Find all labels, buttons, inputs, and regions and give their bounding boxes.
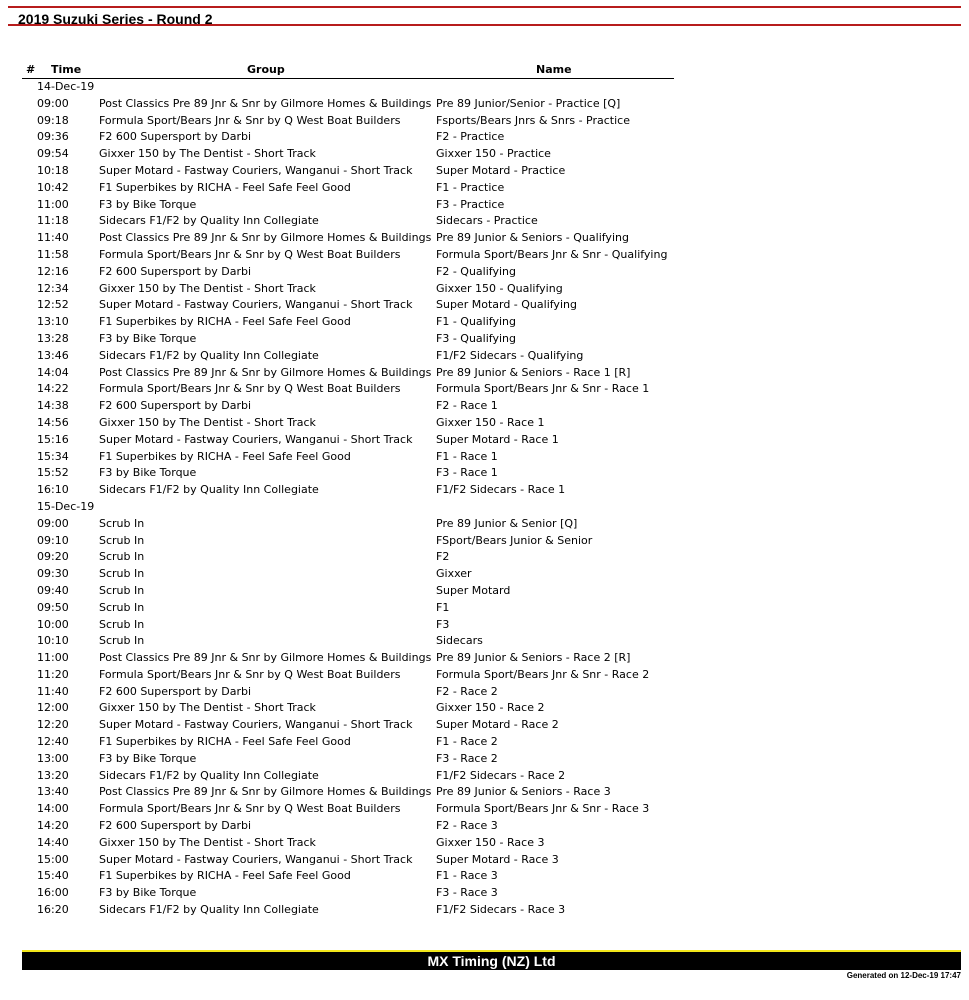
cell-group: Post Classics Pre 89 Jnr & Snr by Gilmore Homes & Buildings (99, 365, 432, 379)
cell-group: Super Motard - Fastway Couriers, Wanganui - Short Track (99, 852, 413, 866)
cell-group: Scrub In (99, 600, 145, 614)
cell-name: F1/F2 Sidecars - Qualifying (436, 348, 584, 362)
cell-name: F1/F2 Sidecars - Race 3 (436, 903, 566, 917)
table-row (22, 633, 674, 650)
cell-group: Super Motard - Fastway Couriers, Wanganui - Short Track (99, 163, 413, 177)
cell-group: F2 600 Supersport by Darbi (99, 684, 252, 698)
cell-group: Sidecars F1/F2 by Quality Inn Collegiate (99, 903, 319, 917)
table-row (22, 818, 674, 835)
cell-time: 12:52 (37, 298, 69, 312)
cell-name: FSport/Bears Junior & Senior (436, 533, 593, 547)
table-row (22, 566, 674, 583)
cell-time: 15:52 (37, 466, 69, 480)
table-row (22, 213, 674, 230)
table-row (22, 868, 674, 885)
cell-name: Formula Sport/Bears Jnr & Snr - Race 3 (436, 802, 650, 816)
cell-time: 14:00 (37, 802, 69, 816)
cell-name: Sidecars - Practice (436, 214, 538, 228)
cell-name: Gixxer 150 - Race 2 (436, 701, 545, 715)
cell-group: Sidecars F1/F2 by Quality Inn Collegiate (99, 768, 319, 782)
table-row (22, 314, 674, 331)
cell-time: 16:20 (37, 903, 69, 917)
footer-bar (22, 952, 961, 970)
cell-name: Super Motard - Race 2 (436, 718, 559, 732)
header-num: # (26, 63, 36, 76)
cell-group: Formula Sport/Bears Jnr & Snr by Q West Boat Builders (99, 247, 401, 261)
table-row (22, 516, 674, 533)
page-title: 2019 Suzuki Series - Round 2 (18, 11, 213, 27)
table-row (22, 465, 674, 482)
table-row (22, 281, 674, 298)
table-row (22, 751, 674, 768)
table-row (22, 297, 674, 314)
cell-group: F1 Superbikes by RICHA - Feel Safe Feel Good (99, 180, 351, 194)
cell-name: Pre 89 Junior/Senior - Practice [Q] (436, 96, 621, 110)
table-row (22, 365, 674, 382)
cell-time: 12:00 (37, 701, 69, 715)
header-group: Group (247, 63, 285, 76)
cell-time: 16:00 (37, 886, 69, 900)
cell-time: 16:10 (37, 483, 69, 497)
cell-time: 14:22 (37, 382, 69, 396)
cell-group: Scrub In (99, 533, 145, 547)
cell-time: 09:50 (37, 600, 69, 614)
cell-time: 12:16 (37, 264, 69, 278)
cell-name: Pre 89 Junior & Seniors - Qualifying (436, 231, 629, 245)
footer-company: MX Timing (NZ) Ltd (427, 953, 556, 969)
cell-group: Scrub In (99, 516, 145, 530)
cell-time: 11:18 (37, 214, 69, 228)
table-row (22, 667, 674, 684)
cell-time: 10:00 (37, 617, 69, 631)
cell-group: Post Classics Pre 89 Jnr & Snr by Gilmore Homes & Buildings (99, 785, 432, 799)
cell-name: F3 - Practice (436, 197, 505, 211)
cell-group: Post Classics Pre 89 Jnr & Snr by Gilmore Homes & Buildings (99, 231, 432, 245)
cell-time: 10:10 (37, 634, 69, 648)
cell-time: 12:40 (37, 735, 69, 749)
cell-time: 15:34 (37, 449, 69, 463)
cell-group: Gixxer 150 by The Dentist - Short Track (99, 835, 316, 849)
cell-time: 11:20 (37, 667, 69, 681)
cell-time: 09:30 (37, 567, 69, 581)
cell-name: F1 - Practice (436, 180, 505, 194)
schedule-rows (22, 79, 674, 919)
table-row (22, 533, 674, 550)
cell-group: F2 600 Supersport by Darbi (99, 819, 252, 833)
table-row (22, 768, 674, 785)
date-row (22, 499, 674, 516)
cell-time: 09:10 (37, 533, 69, 547)
cell-time: 09:36 (37, 130, 69, 144)
cell-name: Super Motard - Race 1 (436, 432, 559, 446)
cell-group: F2 600 Supersport by Darbi (99, 264, 252, 278)
cell-group: F3 by Bike Torque (99, 331, 197, 345)
cell-name: F2 (436, 550, 450, 564)
cell-name: Super Motard - Qualifying (436, 298, 577, 312)
table-row (22, 650, 674, 667)
cell-time: 09:18 (37, 113, 69, 127)
cell-name: Super Motard - Race 3 (436, 852, 559, 866)
cell-time: 15:00 (37, 852, 69, 866)
date-label: 15-Dec-19 (37, 499, 95, 513)
cell-name: Pre 89 Junior & Seniors - Race 3 (436, 785, 611, 799)
cell-group: F3 by Bike Torque (99, 466, 197, 480)
cell-group: Gixxer 150 by The Dentist - Short Track (99, 701, 316, 715)
cell-time: 11:58 (37, 247, 69, 261)
cell-time: 15:16 (37, 432, 69, 446)
table-header (22, 62, 674, 79)
cell-time: 13:20 (37, 768, 69, 782)
cell-name: Gixxer 150 - Race 1 (436, 415, 545, 429)
table-row (22, 449, 674, 466)
cell-name: Pre 89 Junior & Seniors - Race 2 [R] (436, 651, 631, 665)
cell-time: 15:40 (37, 869, 69, 883)
cell-group: Super Motard - Fastway Couriers, Wanganui - Short Track (99, 432, 413, 446)
cell-group: Scrub In (99, 567, 145, 581)
cell-group: Super Motard - Fastway Couriers, Wanganui - Short Track (99, 298, 413, 312)
cell-group: Scrub In (99, 617, 145, 631)
table-row (22, 852, 674, 869)
cell-name: F3 - Race 2 (436, 751, 498, 765)
table-row (22, 146, 674, 163)
cell-time: 09:54 (37, 147, 69, 161)
cell-name: F1/F2 Sidecars - Race 1 (436, 483, 566, 497)
table-row (22, 885, 674, 902)
cell-name: F3 - Race 3 (436, 886, 498, 900)
cell-name: Pre 89 Junior & Senior [Q] (436, 516, 578, 530)
cell-time: 14:38 (37, 399, 69, 413)
cell-name: Super Motard - Practice (436, 163, 566, 177)
cell-name: F3 - Race 1 (436, 466, 498, 480)
table-row (22, 700, 674, 717)
cell-time: 14:40 (37, 835, 69, 849)
cell-group: Scrub In (99, 634, 145, 648)
cell-name: F3 (436, 617, 450, 631)
cell-name: F1 - Race 2 (436, 735, 498, 749)
cell-time: 10:18 (37, 163, 69, 177)
table-row (22, 432, 674, 449)
cell-name: F1 - Qualifying (436, 315, 516, 329)
cell-time: 13:40 (37, 785, 69, 799)
cell-name: Sidecars (436, 634, 483, 648)
generated-timestamp: Generated on 12-Dec-19 17:47 (846, 971, 961, 980)
cell-name: F3 - Qualifying (436, 331, 516, 345)
cell-group: F1 Superbikes by RICHA - Feel Safe Feel Good (99, 315, 351, 329)
cell-name: Gixxer (436, 567, 472, 581)
cell-group: F1 Superbikes by RICHA - Feel Safe Feel Good (99, 449, 351, 463)
cell-name: Formula Sport/Bears Jnr & Snr - Race 1 (436, 382, 650, 396)
cell-time: 11:40 (37, 231, 69, 245)
cell-group: Post Classics Pre 89 Jnr & Snr by Gilmore Homes & Buildings (99, 96, 432, 110)
header-name: Name (536, 63, 572, 76)
cell-name: F2 - Qualifying (436, 264, 516, 278)
cell-time: 14:04 (37, 365, 69, 379)
cell-name: F2 - Race 2 (436, 684, 498, 698)
table-row (22, 163, 674, 180)
table-row (22, 381, 674, 398)
table-row (22, 549, 674, 566)
cell-group: Sidecars F1/F2 by Quality Inn Collegiate (99, 483, 319, 497)
schedule-table (22, 62, 674, 919)
cell-name: Gixxer 150 - Qualifying (436, 281, 563, 295)
table-row (22, 600, 674, 617)
cell-time: 09:00 (37, 516, 69, 530)
header-time: Time (51, 63, 82, 76)
cell-time: 11:00 (37, 197, 69, 211)
cell-time: 14:20 (37, 819, 69, 833)
table-row (22, 247, 674, 264)
cell-time: 13:46 (37, 348, 69, 362)
cell-name: Fsports/Bears Jnrs & Snrs - Practice (436, 113, 630, 127)
cell-group: F2 600 Supersport by Darbi (99, 130, 252, 144)
cell-group: Scrub In (99, 583, 145, 597)
table-row (22, 734, 674, 751)
table-row (22, 331, 674, 348)
cell-group: Formula Sport/Bears Jnr & Snr by Q West Boat Builders (99, 802, 401, 816)
table-row (22, 96, 674, 113)
cell-name: F1/F2 Sidecars - Race 2 (436, 768, 566, 782)
cell-group: Formula Sport/Bears Jnr & Snr by Q West Boat Builders (99, 113, 401, 127)
cell-time: 13:10 (37, 315, 69, 329)
table-row (22, 617, 674, 634)
cell-name: Gixxer 150 - Race 3 (436, 835, 545, 849)
table-row (22, 398, 674, 415)
cell-group: Sidecars F1/F2 by Quality Inn Collegiate (99, 348, 319, 362)
cell-group: Gixxer 150 by The Dentist - Short Track (99, 415, 316, 429)
cell-name: F1 (436, 600, 450, 614)
cell-name: F2 - Race 3 (436, 819, 498, 833)
table-row (22, 801, 674, 818)
date-row (22, 79, 674, 96)
cell-name: Formula Sport/Bears Jnr & Snr - Qualifying (436, 247, 668, 261)
cell-name: F2 - Practice (436, 130, 505, 144)
table-row (22, 415, 674, 432)
cell-time: 10:42 (37, 180, 69, 194)
cell-name: Super Motard (436, 583, 511, 597)
cell-group: Formula Sport/Bears Jnr & Snr by Q West Boat Builders (99, 667, 401, 681)
cell-name: Pre 89 Junior & Seniors - Race 1 [R] (436, 365, 631, 379)
cell-group: Sidecars F1/F2 by Quality Inn Collegiate (99, 214, 319, 228)
cell-group: Scrub In (99, 550, 145, 564)
cell-name: Gixxer 150 - Practice (436, 147, 551, 161)
cell-time: 09:20 (37, 550, 69, 564)
cell-name: F1 - Race 3 (436, 869, 498, 883)
cell-group: Gixxer 150 by The Dentist - Short Track (99, 147, 316, 161)
cell-time: 13:28 (37, 331, 69, 345)
cell-time: 12:34 (37, 281, 69, 295)
cell-time: 11:40 (37, 684, 69, 698)
cell-group: F3 by Bike Torque (99, 886, 197, 900)
cell-time: 09:40 (37, 583, 69, 597)
cell-time: 14:56 (37, 415, 69, 429)
table-row (22, 902, 674, 919)
table-row (22, 784, 674, 801)
table-row (22, 129, 674, 146)
cell-name: F1 - Race 1 (436, 449, 498, 463)
cell-group: Post Classics Pre 89 Jnr & Snr by Gilmore Homes & Buildings (99, 651, 432, 665)
cell-group: F2 600 Supersport by Darbi (99, 399, 252, 413)
cell-group: F3 by Bike Torque (99, 197, 197, 211)
cell-time: 11:00 (37, 651, 69, 665)
table-row (22, 348, 674, 365)
table-row (22, 230, 674, 247)
cell-group: Formula Sport/Bears Jnr & Snr by Q West Boat Builders (99, 382, 401, 396)
table-row (22, 482, 674, 499)
cell-time: 13:00 (37, 751, 69, 765)
cell-group: Gixxer 150 by The Dentist - Short Track (99, 281, 316, 295)
cell-name: Formula Sport/Bears Jnr & Snr - Race 2 (436, 667, 650, 681)
table-row (22, 835, 674, 852)
cell-time: 12:20 (37, 718, 69, 732)
cell-group: F1 Superbikes by RICHA - Feel Safe Feel Good (99, 735, 351, 749)
table-row (22, 113, 674, 130)
cell-group: Super Motard - Fastway Couriers, Wanganui - Short Track (99, 718, 413, 732)
cell-name: F2 - Race 1 (436, 399, 498, 413)
cell-time: 09:00 (37, 96, 69, 110)
date-label: 14-Dec-19 (37, 80, 95, 93)
cell-group: F3 by Bike Torque (99, 751, 197, 765)
table-row (22, 180, 674, 197)
table-row (22, 197, 674, 214)
table-row (22, 264, 674, 281)
table-row (22, 717, 674, 734)
table-row (22, 583, 674, 600)
table-row (22, 684, 674, 701)
cell-group: F1 Superbikes by RICHA - Feel Safe Feel Good (99, 869, 351, 883)
